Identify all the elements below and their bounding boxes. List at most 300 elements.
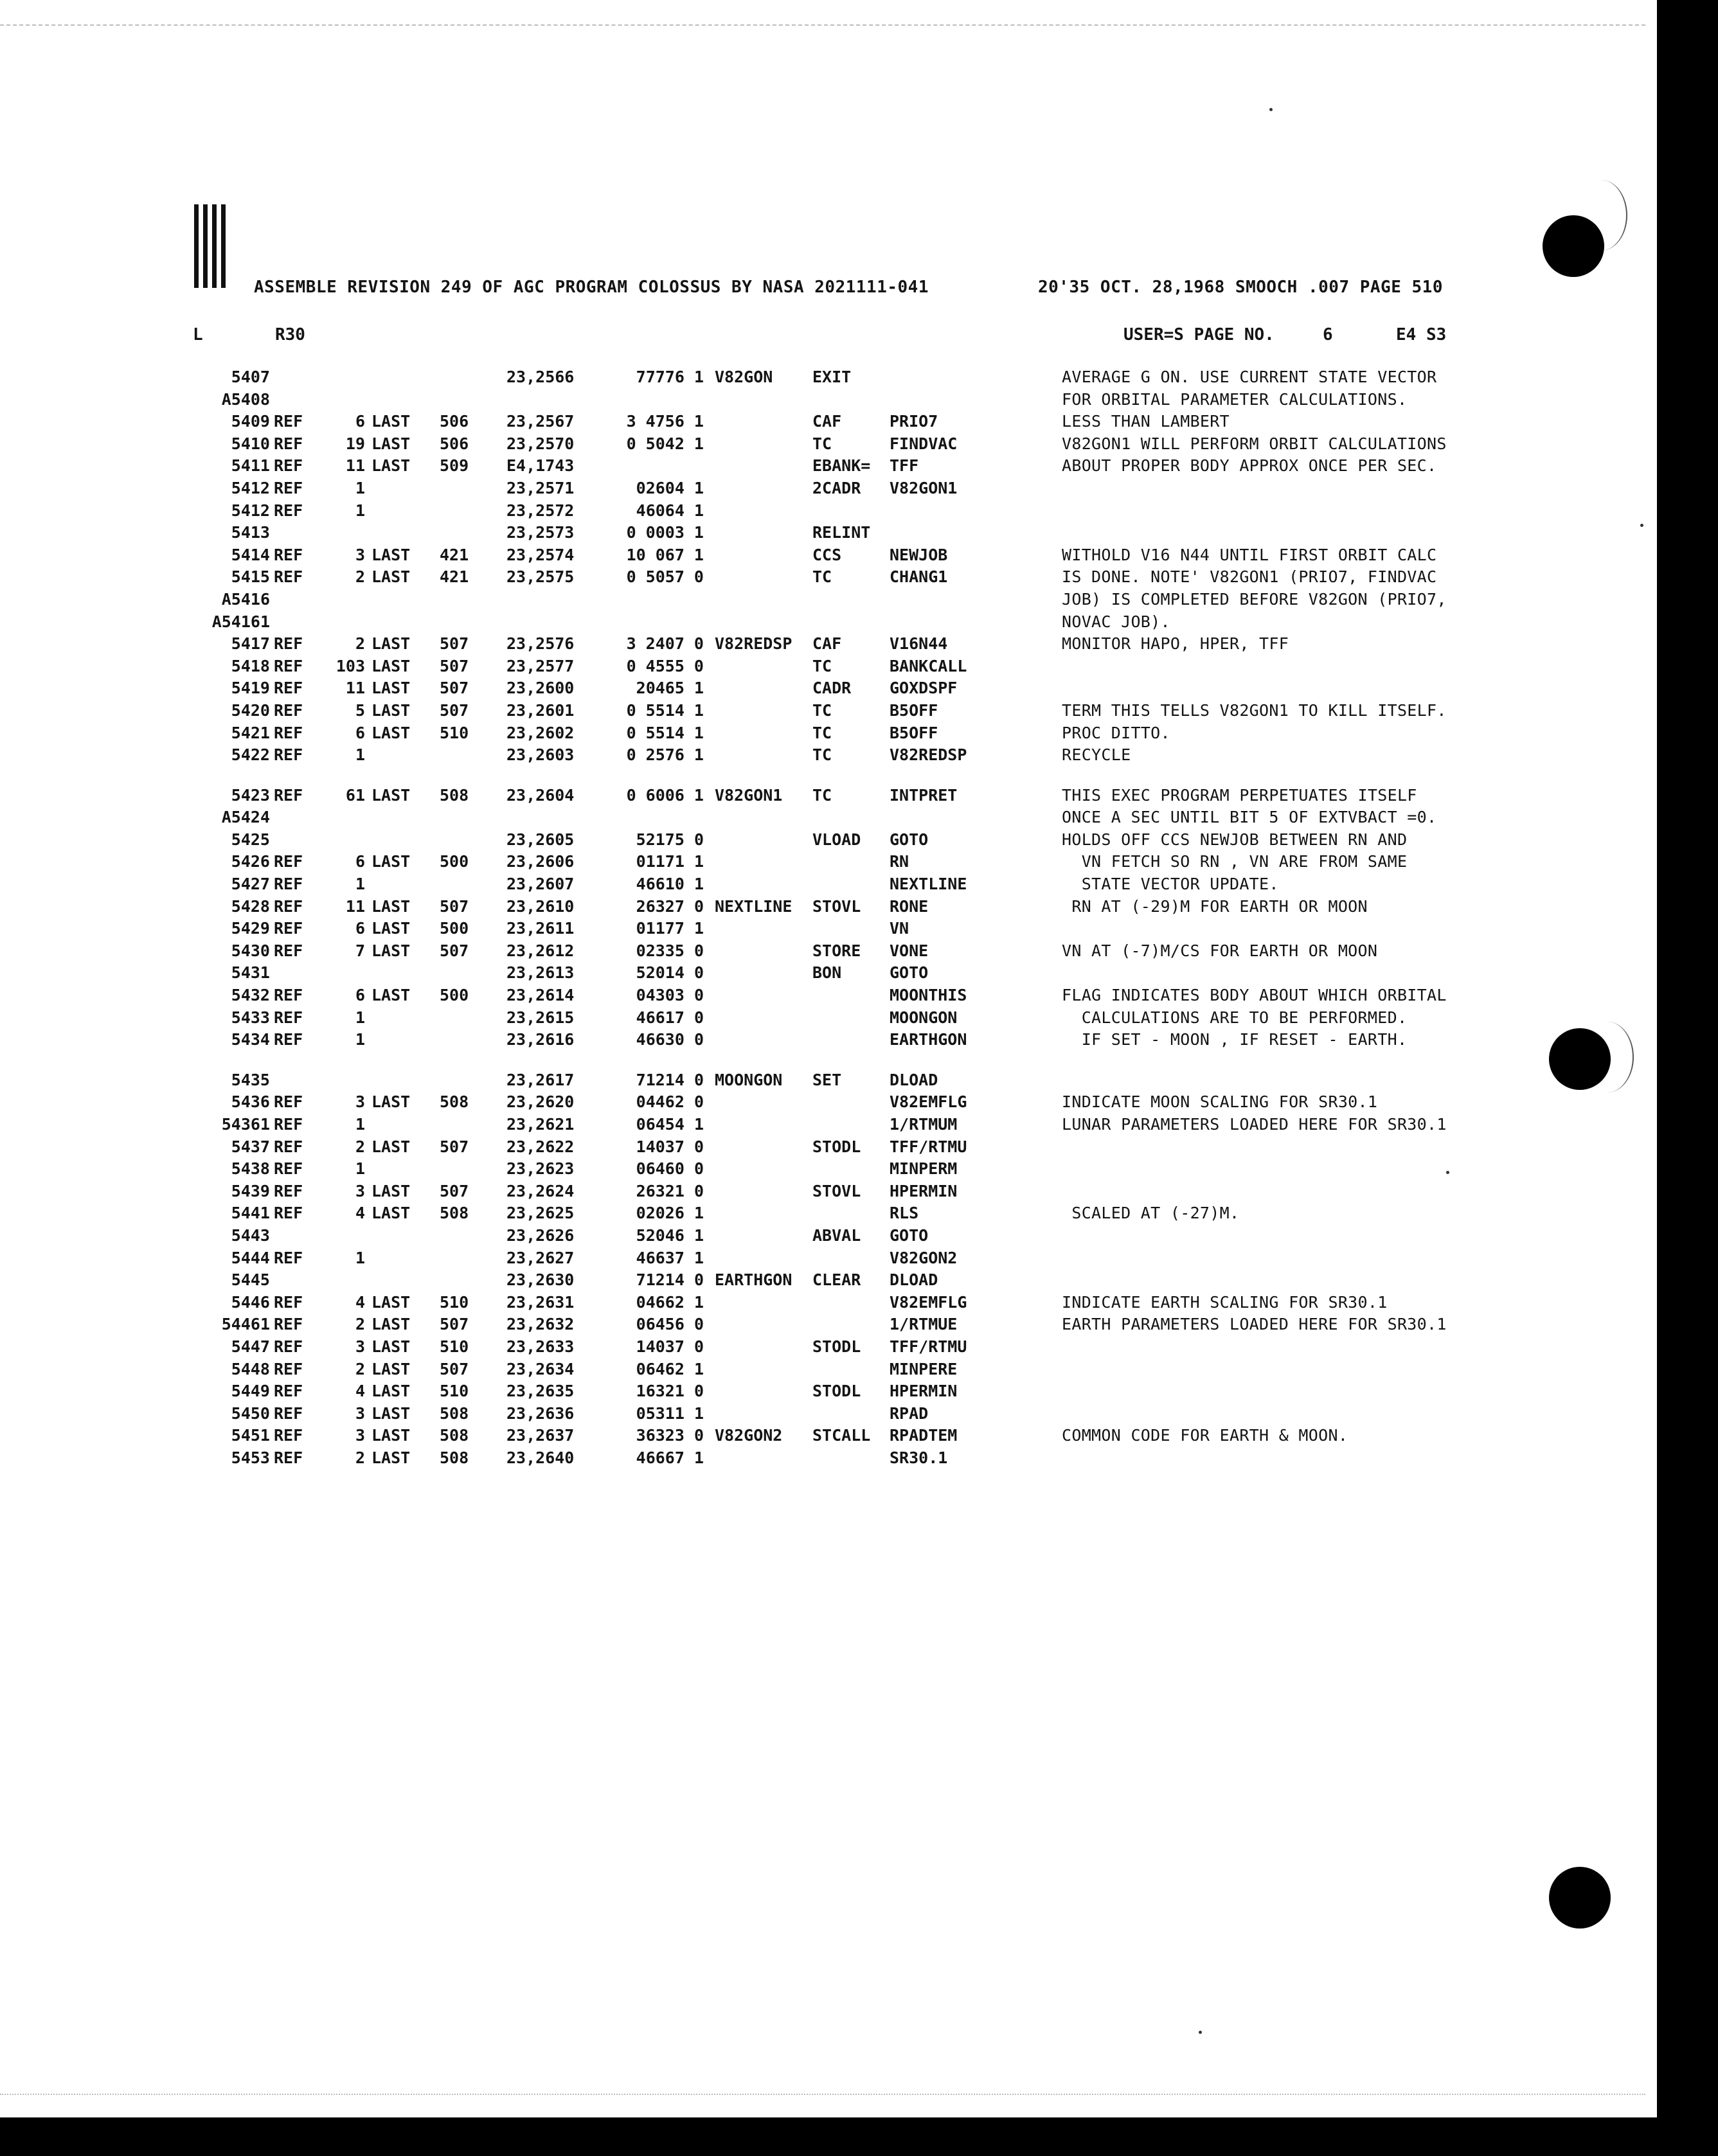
comment: THIS EXEC PROGRAM PERPETUATES ITSELF	[1062, 785, 1417, 805]
line-number: 5444	[231, 1248, 270, 1267]
octal-word: 36323 0	[636, 1426, 704, 1445]
opcode: STOVL	[812, 1181, 861, 1200]
octal-word: 46667 1	[636, 1448, 704, 1467]
opcode: SET	[812, 1070, 842, 1089]
line-number: 5421	[231, 723, 270, 742]
scan-speck	[1446, 1171, 1449, 1174]
last-marker: LAST	[371, 919, 411, 938]
ref-marker: REF	[274, 1382, 303, 1401]
column-marker-r30: R30	[275, 325, 305, 344]
last-page: 421	[440, 567, 469, 587]
opcode: TC	[812, 723, 832, 742]
top-edge-line	[0, 24, 1645, 26]
last-marker: LAST	[371, 1337, 411, 1356]
memory-address: 23,2636	[506, 1403, 575, 1423]
bank-code: E4 S3	[1396, 325, 1447, 344]
memory-address: 23,2571	[506, 478, 575, 497]
ref-count: 6	[355, 986, 365, 1005]
octal-word: 20465 1	[636, 679, 704, 698]
line-number: 5438	[231, 1159, 270, 1179]
operand: B5OFF	[890, 700, 938, 720]
comment: INDICATE EARTH SCALING FOR SR30.1	[1062, 1292, 1388, 1312]
octal-word: 05311 1	[636, 1403, 704, 1423]
ref-count: 1	[355, 1030, 365, 1049]
last-page: 507	[440, 700, 469, 720]
operand: RONE	[890, 896, 929, 916]
ref-marker: REF	[274, 1292, 303, 1312]
octal-word: 0 5514 1	[626, 723, 704, 742]
ref-marker: REF	[274, 896, 303, 916]
line-number: 5430	[231, 941, 270, 960]
line-number: 5441	[231, 1204, 270, 1223]
last-page: 507	[440, 941, 469, 960]
last-page: 510	[440, 723, 469, 742]
opcode: TC	[812, 745, 832, 765]
ref-count: 1	[355, 1159, 365, 1179]
memory-address: E4,1743	[506, 456, 575, 476]
memory-address: 23,2613	[506, 963, 575, 983]
operand: TFF/RTMU	[890, 1337, 967, 1356]
octal-word: 16321 0	[636, 1382, 704, 1401]
ref-marker: REF	[274, 723, 303, 742]
ref-marker: REF	[274, 986, 303, 1005]
opcode: STORE	[812, 941, 861, 960]
ref-count: 1	[355, 875, 365, 894]
memory-address: 23,2626	[506, 1225, 575, 1245]
line-number: 5433	[231, 1008, 270, 1027]
octal-word: 71214 0	[636, 1270, 704, 1290]
last-page: 509	[440, 456, 469, 476]
opcode: STODL	[812, 1382, 861, 1401]
memory-address: 23,2572	[506, 501, 575, 520]
last-page: 508	[440, 1426, 469, 1445]
line-number: 5443	[231, 1225, 270, 1245]
comment: IS DONE. NOTE' V82GON1 (PRIO7, FINDVAC	[1062, 567, 1437, 587]
octal-word: 26321 0	[636, 1181, 704, 1200]
last-page: 510	[440, 1292, 469, 1312]
comment: HOLDS OFF CCS NEWJOB BETWEEN RN AND	[1062, 830, 1408, 849]
line-number: 5418	[231, 656, 270, 675]
ref-marker: REF	[274, 1181, 303, 1200]
last-marker: LAST	[371, 1403, 411, 1423]
opcode: STOVL	[812, 896, 861, 916]
line-number: 5420	[231, 700, 270, 720]
line-number: 54461	[221, 1315, 270, 1334]
ref-marker: REF	[274, 1159, 303, 1179]
symbol-label: V82GON2	[715, 1426, 783, 1445]
comment: RN AT (-29)M FOR EARTH OR MOON	[1062, 896, 1368, 916]
ref-marker: REF	[274, 1092, 303, 1112]
octal-word: 06454 1	[636, 1115, 704, 1134]
octal-word: 0 0003 1	[626, 523, 704, 542]
last-page: 507	[440, 1181, 469, 1200]
symbol-label: V82REDSP	[715, 634, 792, 654]
line-number: 5413	[231, 523, 270, 542]
ref-count: 1	[355, 1248, 365, 1267]
last-marker: LAST	[371, 1359, 411, 1378]
line-number: 5427	[231, 875, 270, 894]
operand: MOONTHIS	[890, 986, 967, 1005]
comment: ONCE A SEC UNTIL BIT 5 OF EXTVBACT =0.	[1062, 808, 1437, 827]
comment: COMMON CODE FOR EARTH & MOON.	[1062, 1426, 1348, 1445]
ref-marker: REF	[274, 1337, 303, 1356]
ref-marker: REF	[274, 412, 303, 431]
line-number: 5429	[231, 919, 270, 938]
opcode: TC	[812, 700, 832, 720]
opcode: TC	[812, 656, 832, 675]
ref-count: 2	[355, 1448, 365, 1467]
octal-word: 52046 1	[636, 1225, 704, 1245]
last-marker: LAST	[371, 852, 411, 871]
opcode: VLOAD	[812, 830, 861, 849]
octal-word: 52175 0	[636, 830, 704, 849]
line-number: 5432	[231, 986, 270, 1005]
octal-word: 04303 0	[636, 986, 704, 1005]
line-number: 5451	[231, 1426, 270, 1445]
memory-address: 23,2605	[506, 830, 575, 849]
punch-hole-bottom	[1549, 1867, 1611, 1929]
ref-marker: REF	[274, 1204, 303, 1223]
line-number: 5431	[231, 963, 270, 983]
ref-count: 3	[355, 1181, 365, 1200]
last-marker: LAST	[371, 1382, 411, 1401]
memory-address: 23,2576	[506, 634, 575, 654]
last-page: 507	[440, 656, 469, 675]
last-page: 507	[440, 896, 469, 916]
line-number: 5407	[231, 368, 270, 386]
memory-address: 23,2577	[506, 656, 575, 675]
operand: HPERMIN	[890, 1382, 958, 1401]
ref-count: 6	[355, 723, 365, 742]
line-number: 5445	[231, 1270, 270, 1290]
octal-word: 06460 0	[636, 1159, 704, 1179]
ref-count: 3	[355, 545, 365, 564]
line-number: 54361	[221, 1115, 270, 1134]
opcode: CAF	[812, 634, 842, 654]
ref-count: 103	[336, 656, 365, 675]
operand: CHANG1	[890, 567, 948, 587]
memory-address: 23,2611	[506, 919, 575, 938]
last-marker: LAST	[371, 1092, 411, 1112]
line-number: 5426	[231, 852, 270, 871]
line-number: A5408	[221, 389, 270, 409]
last-page: 507	[440, 1315, 469, 1334]
line-number: 5447	[231, 1337, 270, 1356]
ref-marker: REF	[274, 852, 303, 871]
octal-word: 14037 0	[636, 1137, 704, 1156]
comment: FLAG INDICATES BODY ABOUT WHICH ORBITAL	[1062, 986, 1447, 1005]
opcode: 2CADR	[812, 478, 861, 497]
ref-marker: REF	[274, 501, 303, 520]
ref-count: 1	[355, 501, 365, 520]
memory-address: 23,2573	[506, 523, 575, 542]
last-marker: LAST	[371, 1292, 411, 1312]
scan-speck	[1269, 108, 1273, 111]
octal-word: 01177 1	[636, 919, 704, 938]
comment: SCALED AT (-27)M.	[1062, 1204, 1240, 1223]
ref-marker: REF	[274, 1248, 303, 1267]
last-page: 506	[440, 434, 469, 453]
scan-border-right	[1657, 0, 1718, 2156]
last-page: 507	[440, 679, 469, 698]
ref-marker: REF	[274, 634, 303, 654]
operand: RN	[890, 852, 909, 871]
scan-border-bottom	[0, 2117, 1718, 2156]
octal-word: 10 067 1	[626, 545, 704, 564]
memory-address: 23,2625	[506, 1204, 575, 1223]
ref-count: 19	[345, 434, 365, 453]
line-number: 5409	[231, 412, 270, 431]
line-number: 5410	[231, 434, 270, 453]
line-number: 5453	[231, 1448, 270, 1467]
last-page: 500	[440, 986, 469, 1005]
opcode: TC	[812, 785, 832, 805]
operand: GOXDSPF	[890, 679, 958, 698]
memory-address: 23,2621	[506, 1115, 575, 1134]
ref-marker: REF	[274, 434, 303, 453]
opcode: STODL	[812, 1137, 861, 1156]
comment: ABOUT PROPER BODY APPROX ONCE PER SEC.	[1062, 456, 1437, 476]
octal-word: 01171 1	[636, 852, 704, 871]
last-page: 500	[440, 852, 469, 871]
ref-marker: REF	[274, 700, 303, 720]
last-marker: LAST	[371, 412, 411, 431]
ref-marker: REF	[274, 1008, 303, 1027]
operand: MINPERM	[890, 1159, 958, 1179]
symbol-label: MOONGON	[715, 1070, 783, 1089]
ref-count: 11	[345, 896, 365, 916]
memory-address: 23,2622	[506, 1137, 575, 1156]
last-marker: LAST	[371, 1181, 411, 1200]
opcode: EBANK=	[812, 456, 871, 476]
line-number: 5425	[231, 830, 270, 849]
operand: V82REDSP	[890, 745, 967, 765]
last-page: 506	[440, 412, 469, 431]
ref-marker: REF	[274, 456, 303, 476]
ref-count: 2	[355, 1359, 365, 1378]
last-marker: LAST	[371, 1315, 411, 1334]
last-page: 508	[440, 1204, 469, 1223]
last-marker: LAST	[371, 545, 411, 564]
comment: CALCULATIONS ARE TO BE PERFORMED.	[1062, 1008, 1408, 1027]
octal-word: 3 4756 1	[626, 412, 704, 431]
octal-word: 52014 0	[636, 963, 704, 983]
line-number: 5417	[231, 634, 270, 654]
octal-word: 04662 1	[636, 1292, 704, 1312]
line-number: 5414	[231, 545, 270, 564]
memory-address: 23,2633	[506, 1337, 575, 1356]
octal-word: 02026 1	[636, 1204, 704, 1223]
line-number: A5424	[221, 808, 270, 827]
memory-address: 23,2640	[506, 1448, 575, 1467]
last-marker: LAST	[371, 1448, 411, 1467]
ref-marker: REF	[274, 567, 303, 587]
memory-address: 23,2624	[506, 1181, 575, 1200]
ref-marker: REF	[274, 545, 303, 564]
comment: VN AT (-7)M/CS FOR EARTH OR MOON	[1062, 941, 1378, 960]
octal-word: 46617 0	[636, 1008, 704, 1027]
last-marker: LAST	[371, 679, 411, 698]
memory-address: 23,2614	[506, 986, 575, 1005]
memory-address: 23,2627	[506, 1248, 575, 1267]
opcode: RELINT	[812, 523, 871, 542]
user-page-number: 6	[1323, 325, 1333, 344]
memory-address: 23,2566	[506, 368, 575, 386]
octal-word: 46630 0	[636, 1030, 704, 1049]
scan-speck	[1640, 524, 1643, 527]
line-number: 5428	[231, 896, 270, 916]
memory-address: 23,2623	[506, 1159, 575, 1179]
ref-count: 1	[355, 1008, 365, 1027]
ref-count: 3	[355, 1092, 365, 1112]
operand: 1/RTMUM	[890, 1115, 958, 1134]
symbol-label: V82GON1	[715, 785, 783, 805]
line-number: 5446	[231, 1292, 270, 1312]
ref-count: 7	[355, 941, 365, 960]
memory-address: 23,2601	[506, 700, 575, 720]
last-marker: LAST	[371, 723, 411, 742]
octal-word: 26327 0	[636, 896, 704, 916]
ref-count: 2	[355, 634, 365, 654]
memory-address: 23,2637	[506, 1426, 575, 1445]
column-marker-l: L	[193, 325, 203, 344]
comment: LUNAR PARAMETERS LOADED HERE FOR SR30.1	[1062, 1115, 1447, 1134]
opcode: STODL	[812, 1337, 861, 1356]
opcode: EXIT	[812, 368, 852, 386]
last-marker: LAST	[371, 656, 411, 675]
octal-word: 06462 1	[636, 1359, 704, 1378]
ref-marker: REF	[274, 941, 303, 960]
ref-marker: REF	[274, 919, 303, 938]
memory-address: 23,2615	[506, 1008, 575, 1027]
comment: RECYCLE	[1062, 745, 1131, 765]
opcode: CCS	[812, 545, 842, 564]
octal-word: 0 6006 1	[626, 785, 704, 805]
line-number: 5422	[231, 745, 270, 765]
operand: V82EMFLG	[890, 1292, 967, 1312]
memory-address: 23,2603	[506, 745, 575, 765]
opcode: CADR	[812, 679, 852, 698]
opcode: BON	[812, 963, 842, 983]
line-number: 5448	[231, 1359, 270, 1378]
comment: TERM THIS TELLS V82GON1 TO KILL ITSELF.	[1062, 700, 1447, 720]
memory-address: 23,2567	[506, 412, 575, 431]
bottom-edge-line	[0, 2094, 1645, 2095]
line-number: 5435	[231, 1070, 270, 1089]
last-page: 421	[440, 545, 469, 564]
operand: PRIO7	[890, 412, 938, 431]
memory-address: 23,2630	[506, 1270, 575, 1290]
operand: BANKCALL	[890, 656, 967, 675]
scan-speck	[1199, 2031, 1202, 2034]
opcode: ABVAL	[812, 1225, 861, 1245]
symbol-label: EARTHGON	[715, 1270, 792, 1290]
last-marker: LAST	[371, 456, 411, 476]
operand: SR30.1	[890, 1448, 948, 1467]
comment: INDICATE MOON SCALING FOR SR30.1	[1062, 1092, 1378, 1112]
last-marker: LAST	[371, 700, 411, 720]
ref-marker: REF	[274, 1115, 303, 1134]
ref-count: 2	[355, 567, 365, 587]
octal-word: 46064 1	[636, 501, 704, 520]
memory-address: 23,2606	[506, 852, 575, 871]
memory-address: 23,2604	[506, 785, 575, 805]
memory-address: 23,2602	[506, 723, 575, 742]
last-marker: LAST	[371, 785, 411, 805]
operand: TFF/RTMU	[890, 1137, 967, 1156]
comment: MONITOR HAPO, HPER, TFF	[1062, 634, 1289, 654]
line-number: 5412	[231, 501, 270, 520]
octal-word: 0 5514 1	[626, 700, 704, 720]
comment: LESS THAN LAMBERT	[1062, 412, 1230, 431]
line-number: 5415	[231, 567, 270, 587]
octal-word: 02335 0	[636, 941, 704, 960]
operand: NEXTLINE	[890, 875, 967, 894]
ref-marker: REF	[274, 1137, 303, 1156]
memory-address: 23,2634	[506, 1359, 575, 1378]
comment: WITHOLD V16 N44 UNTIL FIRST ORBIT CALC	[1062, 545, 1437, 564]
operand: MINPERE	[890, 1359, 958, 1378]
ref-marker: REF	[274, 478, 303, 497]
comment: STATE VECTOR UPDATE.	[1062, 875, 1279, 894]
memory-address: 23,2617	[506, 1070, 575, 1089]
ref-marker: REF	[274, 1426, 303, 1445]
memory-address: 23,2570	[506, 434, 575, 453]
operand: HPERMIN	[890, 1181, 958, 1200]
ref-count: 1	[355, 1115, 365, 1134]
listing-timestamp: 20'35 OCT. 28,1968 SMOOCH .007 PAGE 510	[1038, 278, 1443, 297]
last-page: 507	[440, 634, 469, 654]
punch-hole-arc	[1575, 180, 1627, 251]
ref-count: 1	[355, 745, 365, 765]
user-page-label: USER=S PAGE NO.	[1123, 325, 1275, 344]
ref-marker: REF	[274, 1403, 303, 1423]
opcode: STCALL	[812, 1426, 871, 1445]
ref-marker: REF	[274, 785, 303, 805]
octal-word: 0 4555 0	[626, 656, 704, 675]
memory-address: 23,2610	[506, 896, 575, 916]
octal-word: 0 5057 0	[626, 567, 704, 587]
ref-marker: REF	[274, 1448, 303, 1467]
memory-address: 23,2632	[506, 1315, 575, 1334]
memory-address: 23,2574	[506, 545, 575, 564]
ref-count: 3	[355, 1426, 365, 1445]
punch-hole-arc	[1581, 1022, 1634, 1092]
memory-address: 23,2600	[506, 679, 575, 698]
last-marker: LAST	[371, 941, 411, 960]
last-marker: LAST	[371, 434, 411, 453]
ref-marker: REF	[274, 656, 303, 675]
binding-mark	[192, 204, 234, 301]
ref-count: 11	[345, 456, 365, 476]
octal-word: 02604 1	[636, 478, 704, 497]
octal-word: 71214 0	[636, 1070, 704, 1089]
operand: V82GON2	[890, 1248, 958, 1267]
ref-count: 61	[345, 785, 365, 805]
memory-address: 23,2575	[506, 567, 575, 587]
operand: DLOAD	[890, 1070, 938, 1089]
memory-address: 23,2612	[506, 941, 575, 960]
comment: PROC DITTO.	[1062, 723, 1170, 742]
ref-marker: REF	[274, 1315, 303, 1334]
line-number: 5439	[231, 1181, 270, 1200]
last-page: 508	[440, 1092, 469, 1112]
last-page: 508	[440, 1403, 469, 1423]
last-page: 510	[440, 1337, 469, 1356]
last-marker: LAST	[371, 1204, 411, 1223]
comment: IF SET - MOON , IF RESET - EARTH.	[1062, 1030, 1408, 1049]
comment: EARTH PARAMETERS LOADED HERE FOR SR30.1	[1062, 1315, 1447, 1334]
